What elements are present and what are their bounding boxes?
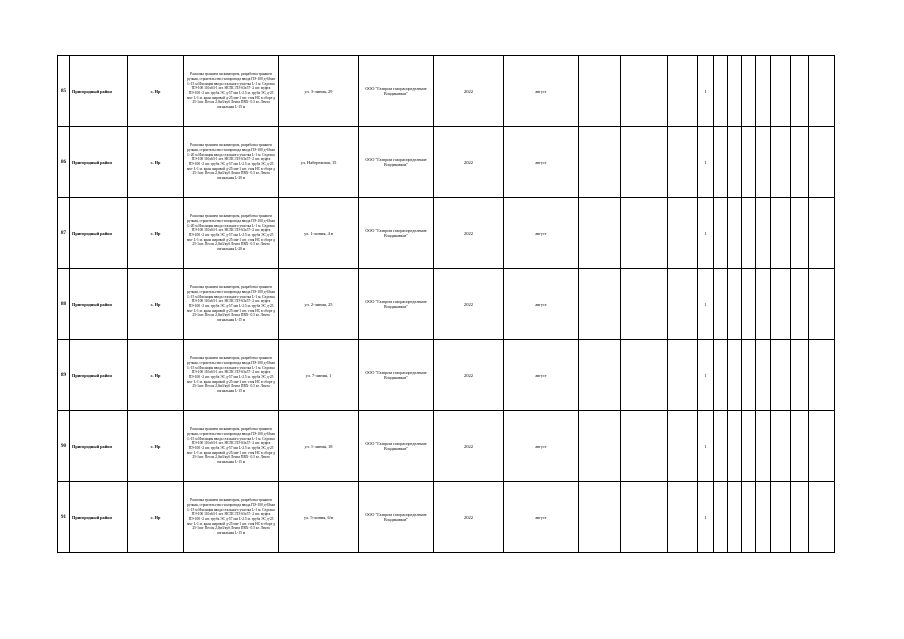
- empty-cell: [756, 56, 771, 127]
- quantity-cell: 1: [698, 411, 714, 482]
- empty-cell: [771, 411, 791, 482]
- village-cell: с. Нр: [128, 198, 184, 269]
- organization-cell: ООО "Газпром газораспределение Владикавказ": [359, 198, 434, 269]
- row-number: 90: [58, 411, 70, 482]
- empty-cell: [791, 482, 809, 553]
- empty-cell: [714, 269, 728, 340]
- address-cell: ул. 5-линия, 6/в: [279, 482, 359, 553]
- district-cell: Пригородный район: [70, 127, 128, 198]
- year-cell: 2022: [434, 198, 504, 269]
- empty-cell: [771, 56, 791, 127]
- empty-cell: [742, 198, 756, 269]
- empty-cell: [791, 127, 809, 198]
- organization-cell: ООО "Газпром газораспределение Владикавказ": [359, 411, 434, 482]
- empty-cell: [791, 198, 809, 269]
- empty-cell: [621, 56, 668, 127]
- empty-cell: [714, 127, 728, 198]
- empty-cell: [756, 198, 771, 269]
- empty-cell: [791, 56, 809, 127]
- organization-cell: ООО "Газпром газораспределение Владикавказ": [359, 269, 434, 340]
- empty-cell: [756, 482, 771, 553]
- empty-cell: [714, 198, 728, 269]
- table-row: [58, 340, 835, 411]
- quantity-cell: 1: [698, 198, 714, 269]
- empty-cell: [728, 198, 742, 269]
- work-description-cell: Раскопка траншеи экскаватором, разработка траншеи ручная, строительство газопровода ввода ПЭ-100 д-63мм L-15 м Изоляция ввода стального участка L-1 м. Седелка ПЭ-100 110х63-1 шт. НСПС ПЭ 63х57- 2 шт. муфта ПЭ-100 -2 шт. труба ЭС д-57 мм L-2.5 м. труба ЭС д-25 мм- L-1 м. кран шаровой д-25 мм-1 шт. стоя НС в сборе д 25-1шт. Песок 2,0м3/куб Лента ПВХ- 0.5 кг. Лента сигнальная L-15 м: [184, 56, 279, 127]
- empty-cell: [742, 411, 756, 482]
- empty-cell: [621, 482, 668, 553]
- empty-cell: [668, 127, 698, 198]
- quantity-cell: 1: [698, 269, 714, 340]
- table-row: [58, 198, 835, 269]
- empty-cell: [668, 56, 698, 127]
- district-cell: Пригородный район: [70, 56, 128, 127]
- village-cell: с. Нр: [128, 340, 184, 411]
- work-description-cell: Раскопка траншеи экскаватором, разработка траншеи ручная, строительство газопровода ввода ПЭ-100 д-63мм L-20 м Изоляция ввода стального участка L-1 м. Седелка ПЭ-100 110х63-1 шт. НСПС ПЭ 63х57- 2 шт. муфта ПЭ-100 -2 шт. труба ЭС д-57 мм L-2.5 м. труба ЭС д-25 мм- L-1 м. кран шаровой д-25 мм-1 шт. стоя НС в сборе д 25-1шт. Песок 2,0м3/куб Лента ПВХ- 0.5 кг. Лента сигнальная L-20 м: [184, 198, 279, 269]
- address-cell: ул. 3-линия, 29: [279, 56, 359, 127]
- row-number: 86: [58, 127, 70, 198]
- table-row: [58, 411, 835, 482]
- empty-cell: [579, 198, 621, 269]
- work-description-cell: Раскопка траншеи экскаватором, разработка траншеи ручная, строительство газопровода ввода ПЭ-100 д-63мм L-15 м Изоляция ввода стального участка L-1 м. Седелка ПЭ-100 110х63-1 шт. НСПС ПЭ 63х57- 2 шт. муфта ПЭ-100 -2 шт. труба ЭС д-57 мм L-2.5 м. труба ЭС д-25 мм- L-1 м. кран шаровой д-25 мм-1 шт. стоя НС в сборе д 25-1шт. Песок 2,0м3/куб Лента ПВХ- 0.5 кг. Лента сигнальная L-15 м: [184, 269, 279, 340]
- empty-cell: [742, 482, 756, 553]
- empty-cell: [579, 56, 621, 127]
- year-cell: 2022: [434, 56, 504, 127]
- empty-cell: [728, 127, 742, 198]
- empty-cell: [791, 269, 809, 340]
- table-row: [58, 56, 835, 127]
- month-cell: август: [504, 198, 579, 269]
- empty-cell: [728, 56, 742, 127]
- village-cell: с. Нр: [128, 269, 184, 340]
- table-row: [58, 269, 835, 340]
- district-cell: Пригородный район: [70, 340, 128, 411]
- empty-cell: [756, 269, 771, 340]
- empty-cell: [771, 127, 791, 198]
- empty-cell: [579, 482, 621, 553]
- empty-cell: [621, 127, 668, 198]
- empty-cell: [742, 56, 756, 127]
- month-cell: август: [504, 127, 579, 198]
- district-cell: Пригородный район: [70, 198, 128, 269]
- empty-cell: [809, 56, 835, 127]
- district-cell: Пригородный район: [70, 411, 128, 482]
- year-cell: 2022: [434, 340, 504, 411]
- row-number: 88: [58, 269, 70, 340]
- empty-cell: [742, 340, 756, 411]
- quantity-cell: 1: [698, 127, 714, 198]
- empty-cell: [579, 269, 621, 340]
- work-description-cell: Раскопка траншеи экскаватором, разработка траншеи ручная, строительство газопровода ввода ПЭ-100 д-63мм L-15 м Изоляция ввода стального участка L-1 м. Седелка ПЭ-100 110х63-1 шт. НСПС ПЭ 63х57- 2 шт. муфта ПЭ-100 -2 шт. труба ЭС д-57 мм L-2.5 м. труба ЭС д-25 мм- L-1 м. кран шаровой д-25 мм-1 шт. стоя НС в сборе д 25-1шт. Песок 2,0м3/куб Лента ПВХ- 0.5 кг. Лента сигнальная L-15 м: [184, 411, 279, 482]
- year-cell: 2022: [434, 482, 504, 553]
- table-row: [58, 482, 835, 553]
- empty-cell: [728, 411, 742, 482]
- empty-cell: [668, 411, 698, 482]
- address-cell: ул. Набережная, 15: [279, 127, 359, 198]
- village-cell: с. Нр: [128, 56, 184, 127]
- row-number: 87: [58, 198, 70, 269]
- address-cell: ул. 2-линия, 25: [279, 269, 359, 340]
- empty-cell: [714, 340, 728, 411]
- month-cell: август: [504, 56, 579, 127]
- empty-cell: [668, 482, 698, 553]
- address-cell: ул. 7-линия, 1: [279, 340, 359, 411]
- empty-cell: [579, 340, 621, 411]
- empty-cell: [668, 198, 698, 269]
- empty-cell: [728, 269, 742, 340]
- organization-cell: ООО "Газпром газораспределение Владикавказ": [359, 482, 434, 553]
- empty-cell: [668, 269, 698, 340]
- village-cell: с. Нр: [128, 127, 184, 198]
- empty-cell: [809, 482, 835, 553]
- empty-cell: [791, 340, 809, 411]
- address-cell: ул. 1-линия, 18: [279, 411, 359, 482]
- district-cell: Пригородный район: [70, 482, 128, 553]
- empty-cell: [809, 411, 835, 482]
- village-cell: с. Нр: [128, 482, 184, 553]
- empty-cell: [771, 482, 791, 553]
- empty-cell: [771, 198, 791, 269]
- empty-cell: [756, 411, 771, 482]
- empty-cell: [742, 269, 756, 340]
- table-body: [58, 56, 835, 553]
- empty-cell: [579, 127, 621, 198]
- month-cell: август: [504, 269, 579, 340]
- work-description-cell: Раскопка траншеи экскаватором, разработка траншеи ручная, строительство газопровода ввода ПЭ-100 д-63мм L-15 м Изоляция ввода стального участка L-1 м. Седелка ПЭ-100 110х63-1 шт. НСПС ПЭ 63х57- 2 шт. муфта ПЭ-100 -2 шт. труба ЭС д-57 мм L-2.5 м. труба ЭС д-25 мм- L-1 м. кран шаровой д-25 мм-1 шт. стоя НС в сборе д 25-1шт. Песок 2,0м3/куб Лента ПВХ- 0.5 кг. Лента сигнальная L-15 м: [184, 482, 279, 553]
- empty-cell: [714, 482, 728, 553]
- table-row: [58, 127, 835, 198]
- empty-cell: [756, 127, 771, 198]
- row-number: 85: [58, 56, 70, 127]
- quantity-cell: 1: [698, 56, 714, 127]
- empty-cell: [771, 269, 791, 340]
- empty-cell: [809, 198, 835, 269]
- year-cell: 2022: [434, 127, 504, 198]
- empty-cell: [621, 269, 668, 340]
- row-number: 91: [58, 482, 70, 553]
- month-cell: август: [504, 340, 579, 411]
- quantity-cell: 1: [698, 482, 714, 553]
- work-description-cell: Раскопка траншеи экскаватором, разработка траншеи ручная, строительство газопровода ввода ПЭ-100 д-63мм L-20 м Изоляция ввода стального участка L-1 м. Седелка ПЭ-100 110х63-1 шт. НСПС ПЭ 63х57- 2 шт. муфта ПЭ-100 -2 шт. труба ЭС д-57 мм L-2.5 м. труба ЭС д-25 мм- L-1 м. кран шаровой д-25 мм-1 шт. стоя НС в сборе д 25-1шт. Песок 2,0м3/куб Лента ПВХ- 0.5 кг. Лента сигнальная L-20 м: [184, 127, 279, 198]
- empty-cell: [621, 340, 668, 411]
- empty-cell: [809, 340, 835, 411]
- work-description-cell: Раскопка траншеи экскаватором, разработка траншеи ручная, строительство газопровода ввода ПЭ-100 д-63мм L-15 м Изоляция ввода стального участка L-1 м. Седелка ПЭ-100 110х63-1 шт. НСПС ПЭ 63х57- 2 шт. муфта ПЭ-100 -2 шт. труба ЭС д-57 мм L-2.5 м. труба ЭС д-25 мм- L-1 м. кран шаровой д-25 мм-1 шт. стоя НС в сборе д 25-1шт. Песок 2,0м3/куб Лента ПВХ- 0.5 кг. Лента сигнальная L-15 м: [184, 340, 279, 411]
- empty-cell: [728, 340, 742, 411]
- organization-cell: ООО "Газпром газораспределение Владикавказ": [359, 56, 434, 127]
- quantity-cell: 1: [698, 340, 714, 411]
- row-number: 89: [58, 340, 70, 411]
- empty-cell: [728, 482, 742, 553]
- empty-cell: [621, 198, 668, 269]
- empty-cell: [579, 411, 621, 482]
- empty-cell: [756, 340, 771, 411]
- empty-cell: [809, 269, 835, 340]
- village-cell: с. Нр: [128, 411, 184, 482]
- month-cell: август: [504, 411, 579, 482]
- empty-cell: [742, 127, 756, 198]
- year-cell: 2022: [434, 411, 504, 482]
- month-cell: август: [504, 482, 579, 553]
- works-table: [57, 55, 835, 553]
- organization-cell: ООО "Газпром газораспределение Владикавказ": [359, 127, 434, 198]
- year-cell: 2022: [434, 269, 504, 340]
- empty-cell: [809, 127, 835, 198]
- empty-cell: [791, 411, 809, 482]
- organization-cell: ООО "Газпром газораспределение Владикавказ": [359, 340, 434, 411]
- empty-cell: [714, 411, 728, 482]
- district-cell: Пригородный район: [70, 269, 128, 340]
- empty-cell: [771, 340, 791, 411]
- empty-cell: [668, 340, 698, 411]
- empty-cell: [621, 411, 668, 482]
- address-cell: ул. 1-линия, 4 в: [279, 198, 359, 269]
- empty-cell: [714, 56, 728, 127]
